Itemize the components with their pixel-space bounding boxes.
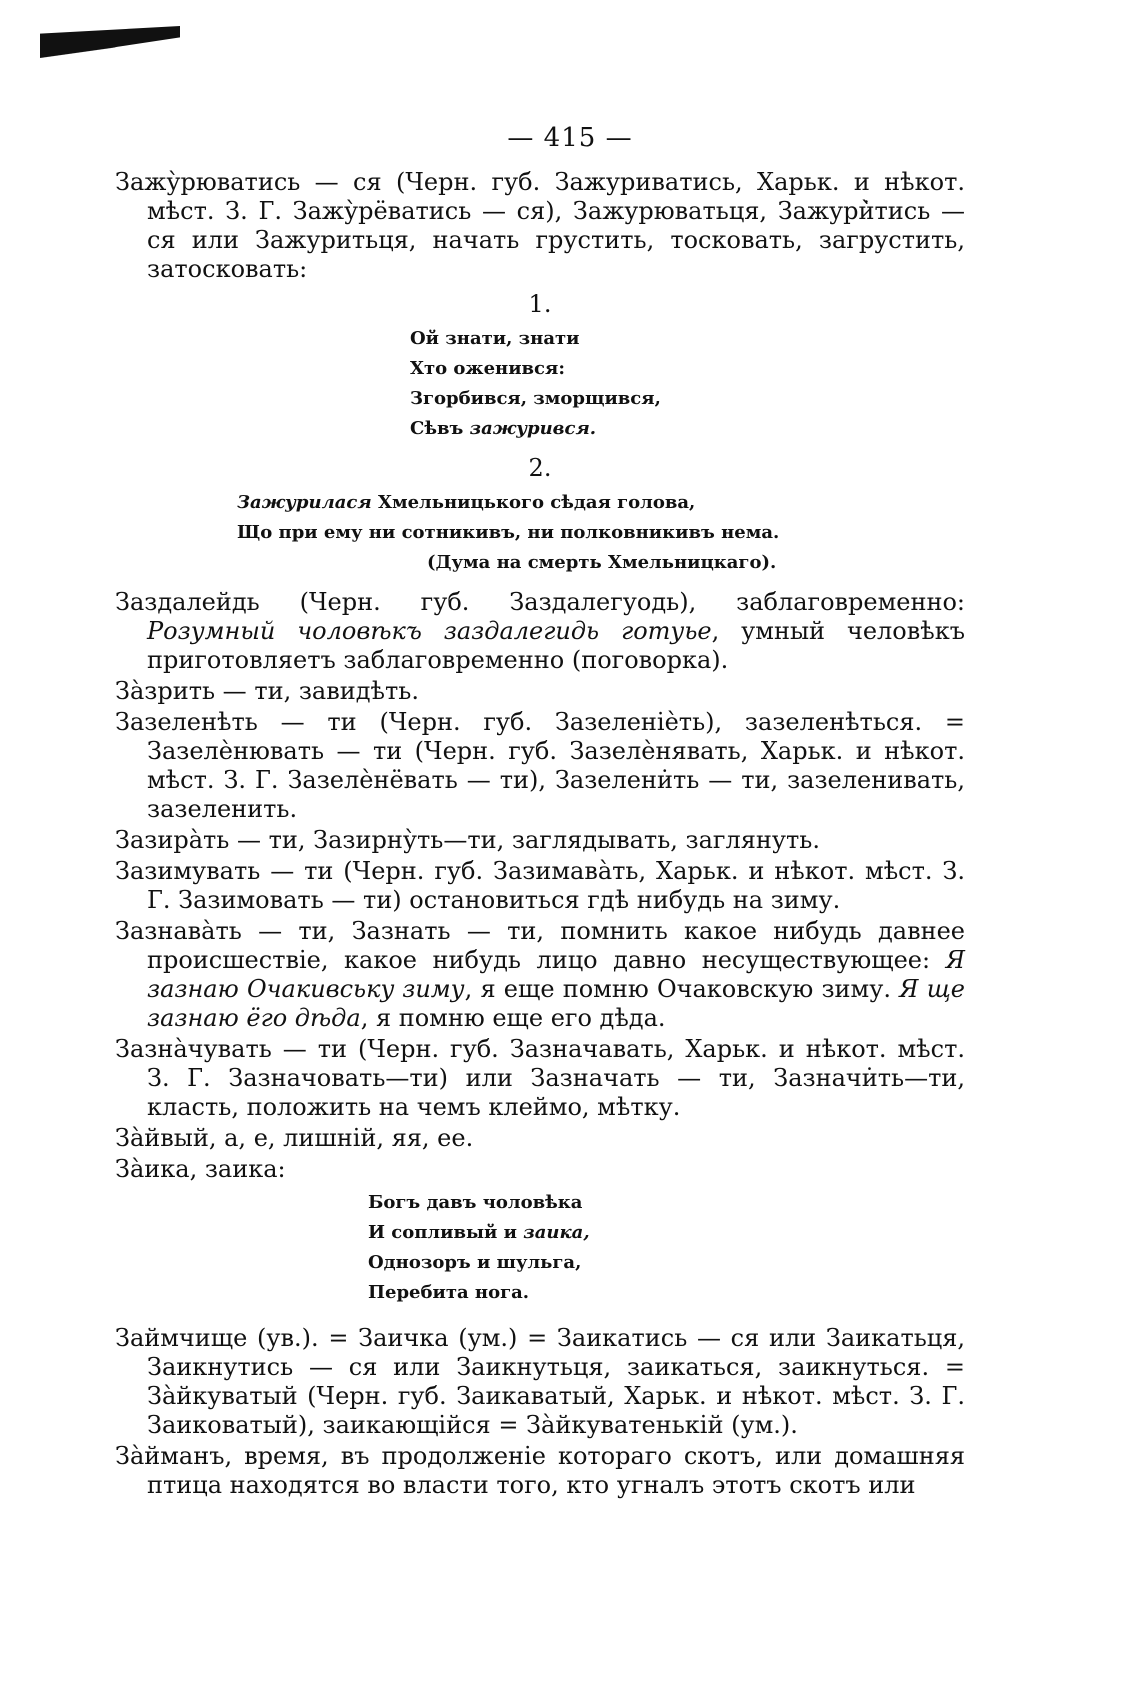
page-text [115,168,965,1502]
entry-example: Розумный чоловѣкъ заздалегидь готуье [147,617,712,645]
ink-blot [40,26,180,64]
verse-italic: заика, [523,1222,590,1243]
verse-line [368,1218,965,1248]
entry-zazhuryuvatis: Зажу̀рюватись — ся (Черн. губ. Зажуриватись, Харьк. и нѣкот. мѣст. З. Г. Зажу̀рёватись — ся), Зажурюватьця, Зажури̇̀тись — ся или Зажуритьця, начать грустить, тосковать, загрустить, затосковать: [115,168,965,283]
verse-text: Хмельницького сѣдая голова, [371,492,696,513]
entry-zazimuvat: Зазимувать — ти (Черн. губ. Зазимава̀ть, Харьк. и нѣкот. мѣст. З. Г. Зазимовать — ти) остановиться гдѣ нибудь на зиму. [115,857,965,914]
entry-zazdaleid [115,588,965,675]
verse-number-1: 1. [528,290,552,318]
entry-example: Я ще зазнаю ёго дѣда [147,975,965,1032]
entry-zaznachuvat: Зазна̀чувать — ти (Черн. губ. Зазначавать, Харьк. и нѣкот. мѣст. З. Г. Зазначовать—ти) или Зазначать — ти, Зазначи̇ть—ти, класть, положить на чемъ клеймо, мѣтку. [115,1035,965,1121]
entry-example: Я зазнаю Очакивськy зиму [147,946,965,1003]
verse-line: Згорбився, зморщився, [410,388,661,409]
entry-zazirat: Зазира̀ть — ти, Зазирну̀ть—ти, заглядывать, заглянуть. [115,826,820,854]
verse-line: Ой знати, знати [410,328,580,349]
verse-italic: Зажурилася [237,492,372,513]
entry-zaika: За̀ика, заика: [115,1155,286,1183]
verse-italic: зажурився. [469,418,597,439]
verse-number-2: 2. [528,454,552,482]
verse-line: Однозоръ и шульга, [368,1252,582,1273]
page-number: — 415 — [507,123,633,153]
entry-text: , я помню еще его дѣда. [360,1004,666,1032]
verse-line: Богъ давъ чоловѣка [368,1192,583,1213]
entry-text: , я еще помню Очаковскую зиму. [464,975,900,1003]
verse-line: Хто оженився: [410,358,565,379]
verse-text: Сѣвъ [410,418,470,439]
verse-2 [237,488,965,578]
entry-zazelenet: Зазеленѣть — ти (Черн. губ. Зазеленіѐть), зазеленѣться. = Зазелѐнювать — ти (Черн. губ. Зазелѐнявать, Харьк. и нѣкот. мѣст. З. Г. Зазелѐнёвать — ти), Зазелени̇ть — ти, зазеленивать, зазеленить. [115,708,965,823]
verse-text: И сопливый и [368,1222,524,1243]
entry-zazrit: За̀зрить — ти, завидѣть. [115,677,419,705]
verse-1 [410,324,965,444]
entry-text: Зазнава̀ть — ти, Зазнать — ти, помнить какое нибудь давнее происшествіе, какое нибудь лицо давно несуществующее: [115,917,965,974]
entry-text: Заздалейдь (Черн. губ. Заздалегуодь), заблаговременно: [115,588,965,616]
entry-zaichishche: Займчище (ув.). = Заичка (ум.) = Заикатись — ся или Заикатьця, Заикнутись — ся или Заикнутьця, заикаться, заикнуться. = За̀йкуватый (Черн. губ. Заикаватый, Харьк. и нѣкот. мѣст. З. Г. Заиковатый), заикающійся = За̀йкуватенькій (ум.). [115,1324,965,1439]
entry-zaiman: За̀йманъ, время, въ продолженіе котораго скотъ, или домашняя птица находятся во власти того, кто угналъ этотъ скотъ или [115,1442,965,1499]
verse-line [410,414,965,444]
entry-text: , умный человѣкъ приготовляетъ заблаговременно (поговорка). [147,617,965,674]
verse-source: (Дума на смерть Хмельницкаго). [427,552,777,573]
verse-line: Перебита нога. [368,1282,530,1303]
entry-zaivyi: За̀йвый, а, е, лишній, яя, ее. [115,1124,474,1152]
verse-3 [368,1188,965,1308]
verse-line [237,488,965,518]
verse-line: Що при ему ни сотникивъ, ни полковникивъ нема. [237,522,780,543]
entry-zaznavat [115,917,965,1033]
